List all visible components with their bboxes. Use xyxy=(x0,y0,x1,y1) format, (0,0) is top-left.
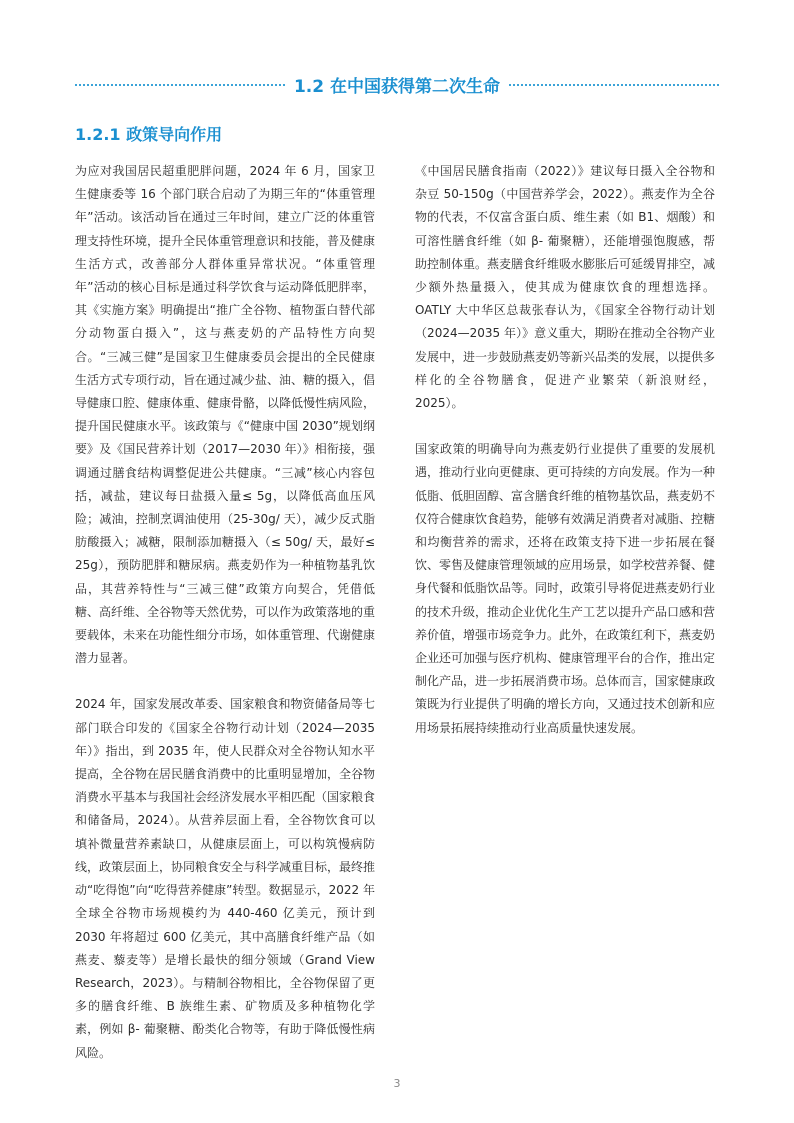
header-divider-left xyxy=(75,84,285,86)
header-divider-right xyxy=(509,84,719,86)
left-column xyxy=(75,160,375,1088)
paragraph: 《中国居民膳食指南（2022）》建议每日摄入全谷物和杂豆 50-150g（中国营养学会，2022）。燕麦作为全谷物的代表，不仅富含蛋白质、维生素（如 B1、烟酸）和可溶性膳食纤维（如 β- 葡聚糖），还能增强饱腹感，帮助控制体重。燕麦膳食纤维吸水膨胀后可延缓胃排空，减少额外热量摄入，使其成为健康饮食的理想选择。OATLY 大中华区总裁张春认为，《国家全谷物行动计划（2024—2035 年）》意义重大，期盼在推动全谷物产业发展中，进一步鼓励燕麦奶等新兴品类的发展，以提供多样化的全谷物膳食，促进产业繁荣（新浪财经，2025）。 xyxy=(415,164,716,411)
right-column xyxy=(415,160,715,763)
paragraph: 国家政策的明确导向为燕麦奶行业提供了重要的发展机遇，推动行业向更健康、更可持续的方向发展。作为一种低脂、低胆固醇、富含膳食纤维的植物基饮品，燕麦奶不仅符合健康饮食趋势，能够有效满足消费者对减脂、控糖和均衡营养的需求，还将在政策支持下进一步拓展在餐饮、零售及健康管理领域的应用场景，如学校营养餐、健身代餐和低脂饮品等。同时，政策引导将促进燕麦奶行业的技术升级，推动企业优化生产工艺以提升产品口感和营养价值，增强市场竞争力。此外，在政策红利下，燕麦奶企业还可加强与医疗机构、健康管理平台的合作，推出定制化产品，进一步拓展消费市场。总体而言，国家健康政策既为行业提供了明确的增长方向，又通过技术创新和应用场景拓展持续推动行业高质量快速发展。 xyxy=(415,442,716,735)
page-number: 3 xyxy=(393,1077,401,1090)
paragraph: 为应对我国居民超重肥胖问题，2024 年 6 月，国家卫生健康委等 16 个部门联合启动了为期三年的“体重管理年”活动。该活动旨在通过三年时间，建立广泛的体重管理支持性环境，提升全民体重管理意识和技能，普及健康生活方式，改善部分人群体重异常状况。“体重管理年”活动的核心目标是通过科学饮食与运动降低肥胖率，其《实施方案》明确提出“推广全谷物、植物蛋白替代部分动物蛋白摄入”，这与燕麦奶的产品特性方向契合。“三减三健”是国家卫生健康委员会提出的全民健康生活方式专项行动，旨在通过减少盐、油、糖的摄入，倡导健康口腔、健康体重、健康骨骼，以降低慢性病风险，提升国民健康水平。该政策与《“健康中国 2030”规划纲要》及《国民营养计划（2017—2030 年）》相衔接，强调通过膳食结构调整促进公共健康。“三减”核心内容包括，减盐，建议每日盐摄入量≤ 5g，以降低高血压风险；减油，控制烹调油使用（25-30g/ 天），减少反式脂肪酸摄入；减糖，限制添加糖摄入（≤ 50g/ 天，最好≤ 25g），预防肥胖和糖尿病。燕麦奶作为一种植物基乳饮品，其营养特性与“三减三健”政策方向契合，凭借低糖、高纤维、全谷物等天然优势，可以作为政策落地的重要载体，未来在功能性细分市场，如体重管理、代谢健康潜力显著。 xyxy=(75,164,376,666)
paragraph: 2024 年，国家发展改革委、国家粮食和物资储备局等七部门联合印发的《国家全谷物行动计划（2024—2035 年）》指出，到 2035 年，使人民群众对全谷物认知水平提高，全谷物在居民膳食消费中的比重明显增加，全谷物消费水平基本与我国社会经济发展水平相匹配（国家粮食和储备局，2024）。从营养层面上看，全谷物饮食可以填补微量营养素缺口，从健康层面上，可以构筑慢病防线，政策层面上，协同粮食安全与科学减重目标，最终推动“吃得饱”向“吃得营养健康”转型。数据显示，2022 年全球全谷物市场规模约为 440-460 亿美元，预计到 2030 年将超过 600 亿美元，其中高膳食纤维产品（如燕麦、藜麦等）是增长最快的细分领域（Grand View Research，2023）。与精制谷物相比，全谷物保留了更多的膳食纤维、B 族维生素、矿物质及多种植物化学素，例如 β- 葡聚糖、酚类化合物等，有助于降低慢性病风险。 xyxy=(75,697,376,1060)
section-title: 1.2 在中国获得第二次生命 xyxy=(293,77,501,97)
subsection-title: 1.2.1 政策导向作用 xyxy=(75,125,223,144)
section-header xyxy=(75,70,719,100)
